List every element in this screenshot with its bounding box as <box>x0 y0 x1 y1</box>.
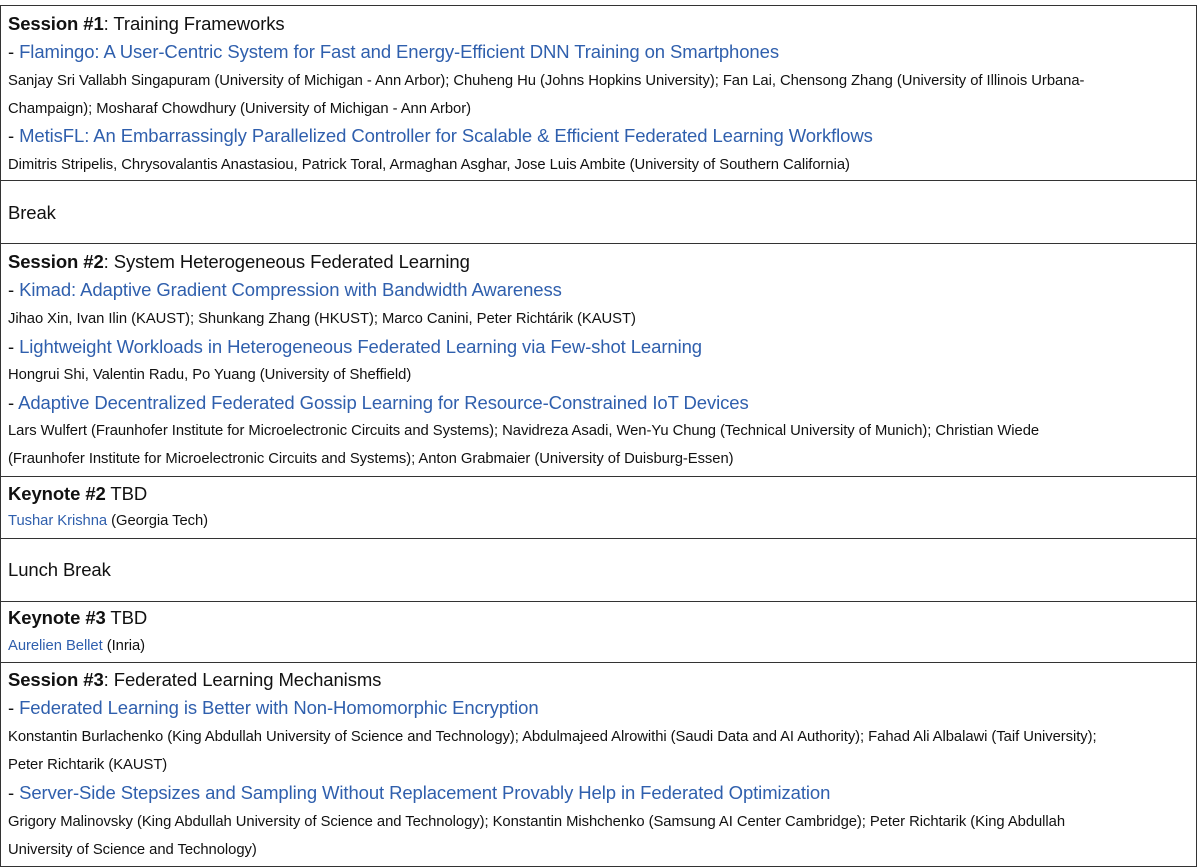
speaker-affiliation: (Georgia Tech) <box>107 513 209 529</box>
break-label: Lunch Break <box>8 559 111 580</box>
bullet-dash: - <box>8 279 20 300</box>
paper-authors: Dimitris Stripelis, Chrysovalantis Anastasiou, Patrick Toral, Armaghan Asghar, Jose Luis Ambite (University of Southern California) <box>8 157 850 173</box>
paper-authors: Lars Wulfert (Fraunhofer Institute for Microelectronic Circuits and Systems); Navidreza Asadi, Wen-Yu Chung (Technical University of Munich); Christian Wiede <box>8 423 1040 439</box>
speaker-link[interactable]: Tushar Krishna <box>8 513 108 529</box>
speaker-link[interactable]: Aurelien Bellet <box>8 638 103 654</box>
keynote-speaker-line <box>8 513 208 529</box>
paper-link[interactable]: Lightweight Workloads in Heterogeneous Federated Learning via Few-shot Learning <box>19 336 702 357</box>
bullet-dash: - <box>8 782 20 803</box>
paper-title-row <box>8 782 830 804</box>
session-heading <box>8 669 381 691</box>
session-number: Session #2 <box>8 251 104 272</box>
paper-authors: Peter Richtarik (KAUST) <box>8 757 168 773</box>
speaker-affiliation: (Inria) <box>102 638 146 654</box>
paper-authors: Grigory Malinovsky (King Abdullah University of Science and Technology); Konstantin Mishchenko (Samsung AI Center Cambridge); Peter Richtarik (King Abdullah <box>8 814 1066 830</box>
session-number: Session #3 <box>8 669 104 690</box>
schedule-row-keynote-3 <box>0 602 1197 663</box>
paper-authors: Sanjay Sri Vallabh Singapuram (University of Michigan - Ann Arbor); Chuheng Hu (Johns Hopkins University); Fan Lai, Chensong Zhang (University of Illinois Urbana- <box>8 73 1085 89</box>
schedule-row-session-1 <box>0 5 1197 181</box>
schedule-row-session-2 <box>0 243 1197 477</box>
paper-title-row <box>8 392 749 414</box>
paper-link[interactable]: Flamingo: A User-Centric System for Fast and Energy-Efficient DNN Training on Smartphones <box>19 41 779 62</box>
session-number: Session #1 <box>8 13 104 34</box>
bullet-dash: - <box>8 392 19 413</box>
paper-title-row <box>8 279 562 301</box>
keynote-number: Keynote #2 <box>8 483 106 504</box>
paper-link[interactable]: Federated Learning is Better with Non-Homomorphic Encryption <box>19 697 539 718</box>
schedule-row-break <box>0 180 1197 244</box>
paper-authors: Konstantin Burlachenko (King Abdullah University of Science and Technology); Abdulmajeed Alrowithi (Saudi Data and AI Authority); Fahad Ali Albalawi (Taif University); <box>8 729 1097 745</box>
paper-authors: Jihao Xin, Ivan Ilin (KAUST); Shunkang Zhang (HKUST); Marco Canini, Peter Richtárik (KAUST) <box>8 311 636 327</box>
schedule-row-session-3 <box>0 663 1197 867</box>
break-label: Break <box>8 202 56 223</box>
keynote-number: Keynote #3 <box>8 607 106 628</box>
keynote-speaker-line <box>8 638 145 654</box>
paper-authors: University of Science and Technology) <box>8 842 257 858</box>
bullet-dash: - <box>8 336 20 357</box>
session-title: : System Heterogeneous Federated Learning <box>103 251 470 272</box>
session-title: : Training Frameworks <box>103 13 285 34</box>
keynote-title: TBD <box>105 483 148 504</box>
paper-title-row <box>8 125 873 147</box>
paper-title-row <box>8 336 702 358</box>
schedule-row-keynote-2 <box>0 477 1197 539</box>
keynote-heading <box>8 483 147 505</box>
bullet-dash: - <box>8 41 20 62</box>
schedule-row-lunch-break <box>0 539 1197 602</box>
paper-link[interactable]: MetisFL: An Embarrassingly Parallelized Controller for Scalable & Efficient Federated Learning Workflows <box>19 125 873 146</box>
paper-title-row <box>8 41 779 63</box>
keynote-heading <box>8 607 147 629</box>
paper-authors: (Fraunhofer Institute for Microelectronic Circuits and Systems); Anton Grabmaier (University of Duisburg-Essen) <box>8 451 734 467</box>
bullet-dash: - <box>8 697 20 718</box>
paper-link[interactable]: Kimad: Adaptive Gradient Compression with Bandwidth Awareness <box>19 279 562 300</box>
paper-title-row <box>8 697 539 719</box>
bullet-dash: - <box>8 125 20 146</box>
keynote-title: TBD <box>105 607 148 628</box>
paper-authors: Champaign); Mosharaf Chowdhury (University of Michigan - Ann Arbor) <box>8 101 471 117</box>
session-title: : Federated Learning Mechanisms <box>103 669 382 690</box>
session-heading <box>8 251 470 273</box>
paper-authors: Hongrui Shi, Valentin Radu, Po Yuang (University of Sheffield) <box>8 367 412 383</box>
paper-link[interactable]: Server-Side Stepsizes and Sampling Without Replacement Provably Help in Federated Optimization <box>19 782 831 803</box>
session-heading <box>8 13 285 35</box>
paper-link[interactable]: Adaptive Decentralized Federated Gossip Learning for Resource-Constrained IoT Devices <box>18 392 749 413</box>
